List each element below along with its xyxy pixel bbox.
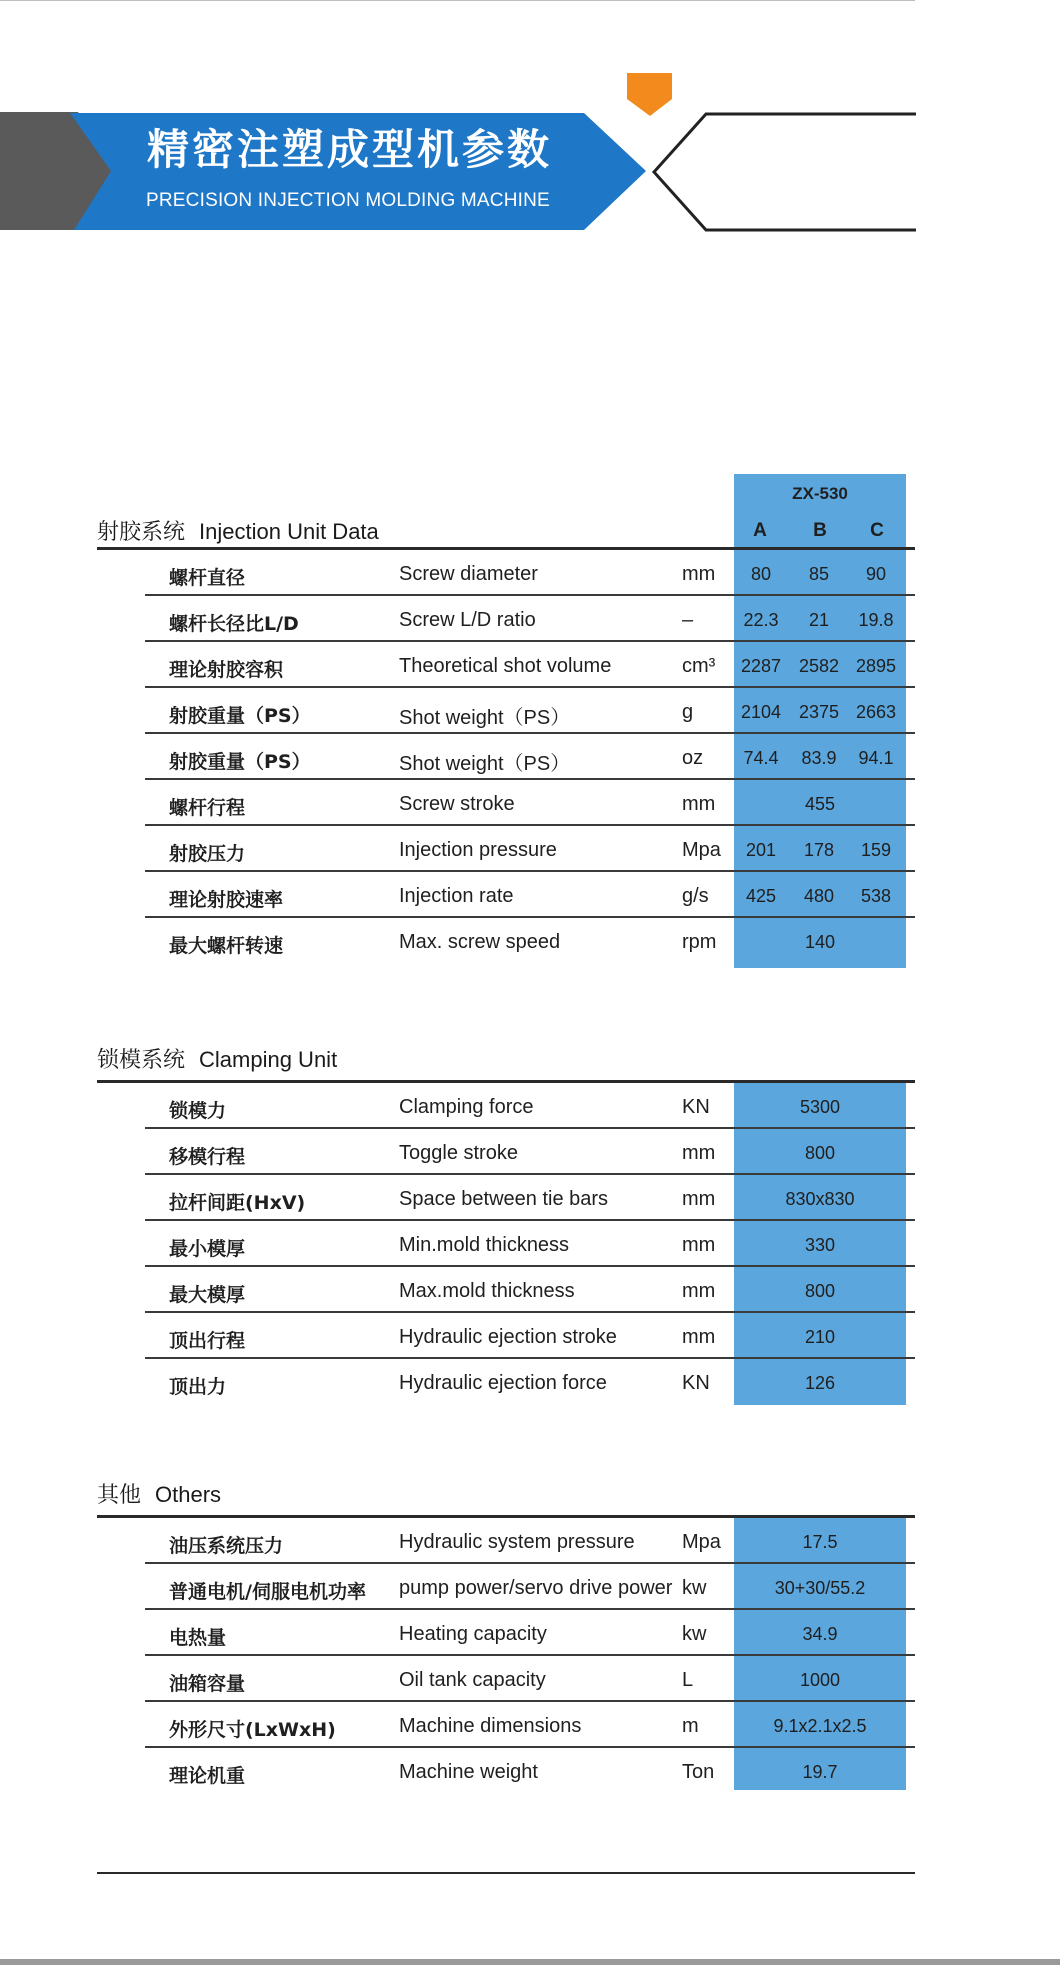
param-value-c: 159 bbox=[860, 840, 892, 860]
param-value-c: 94.1 bbox=[858, 748, 894, 768]
param-name-en: Max. screw speed bbox=[399, 931, 561, 953]
table-row bbox=[0, 1082, 1060, 1128]
param-name-zh: 移模行程 bbox=[169, 1146, 246, 1168]
param-unit: mm bbox=[682, 563, 716, 585]
param-name-en: Hydraulic ejection force bbox=[399, 1372, 607, 1394]
param-name-en: Shot weight（PS） bbox=[399, 707, 571, 729]
table-row bbox=[0, 871, 1060, 917]
table-row bbox=[0, 1358, 1060, 1404]
param-value-c: 538 bbox=[860, 886, 892, 906]
clamping-title-zh: 锁模系统 bbox=[97, 1048, 186, 1073]
table-row bbox=[0, 917, 1060, 963]
injection-title-zh: 射胶系统 bbox=[97, 520, 186, 545]
param-unit: KN bbox=[682, 1096, 710, 1118]
table-row bbox=[0, 595, 1060, 641]
table-row bbox=[0, 1609, 1060, 1655]
model-label: ZX-530 bbox=[792, 484, 848, 503]
param-value: 30+30/55.2 bbox=[774, 1578, 866, 1598]
param-value: 455 bbox=[804, 794, 836, 814]
param-unit: KN bbox=[682, 1372, 710, 1394]
param-name-zh: 最大螺杆转速 bbox=[169, 935, 284, 957]
param-value-b: 480 bbox=[803, 886, 835, 906]
param-name-zh: 外形尺寸(LxWxH) bbox=[169, 1719, 336, 1741]
param-value-a: 80 bbox=[750, 564, 772, 584]
param-unit: kw bbox=[682, 1623, 707, 1645]
param-value-a: 425 bbox=[745, 886, 777, 906]
param-name-en: Theoretical shot volume bbox=[399, 655, 612, 677]
param-name-zh: 最小模厚 bbox=[169, 1238, 246, 1260]
param-value: 126 bbox=[804, 1373, 836, 1393]
bottom-rule bbox=[97, 1872, 915, 1874]
param-name-en: Clamping force bbox=[399, 1096, 534, 1118]
injection-title-en: Injection Unit Data bbox=[199, 519, 379, 544]
table-row bbox=[0, 1174, 1060, 1220]
table-row bbox=[0, 1220, 1060, 1266]
param-name-zh: 顶出行程 bbox=[169, 1330, 246, 1352]
param-value-b: 2582 bbox=[798, 656, 840, 676]
param-value: 800 bbox=[804, 1143, 836, 1163]
param-unit: Mpa bbox=[682, 1531, 721, 1553]
param-name-en: pump power/servo drive power bbox=[399, 1577, 673, 1599]
orange-marker bbox=[627, 73, 672, 116]
param-value-b: 178 bbox=[803, 840, 835, 860]
table-row bbox=[0, 1128, 1060, 1174]
param-unit: kw bbox=[682, 1577, 707, 1599]
column-head-c: C bbox=[870, 520, 884, 541]
param-name-zh: 射胶重量（PS） bbox=[169, 751, 311, 773]
param-name-en: Screw L/D ratio bbox=[399, 609, 536, 631]
param-name-en: Machine weight bbox=[399, 1761, 538, 1783]
param-name-zh: 螺杆直径 bbox=[169, 567, 246, 589]
param-name-en: Min.mold thickness bbox=[399, 1234, 570, 1256]
param-value: 210 bbox=[804, 1327, 836, 1347]
param-name-zh: 油箱容量 bbox=[169, 1673, 246, 1695]
param-unit: mm bbox=[682, 1142, 716, 1164]
param-name-zh: 锁模力 bbox=[169, 1100, 227, 1122]
param-name-zh: 油压系统压力 bbox=[169, 1535, 284, 1557]
param-unit: Mpa bbox=[682, 839, 721, 861]
param-value: 5300 bbox=[799, 1097, 841, 1117]
table-row bbox=[0, 687, 1060, 733]
param-value-a: 201 bbox=[745, 840, 777, 860]
param-name-en: Injection rate bbox=[399, 885, 514, 907]
param-unit: mm bbox=[682, 1280, 716, 1302]
bottom-strip bbox=[0, 1959, 1060, 1965]
param-name-en: Max.mold thickness bbox=[399, 1280, 575, 1302]
param-name-zh: 理论射胶速率 bbox=[169, 889, 284, 911]
param-value-a: 2287 bbox=[740, 656, 782, 676]
param-name-en: Oil tank capacity bbox=[399, 1669, 546, 1691]
param-name-en: Hydraulic ejection stroke bbox=[399, 1326, 617, 1348]
param-value-a: 22.3 bbox=[743, 610, 779, 630]
table-row bbox=[0, 733, 1060, 779]
param-unit: m bbox=[682, 1715, 699, 1737]
table-row bbox=[0, 549, 1060, 595]
param-unit: mm bbox=[682, 793, 716, 815]
param-value: 330 bbox=[804, 1235, 836, 1255]
banner-title-zh: 精密注塑成型机参数 bbox=[147, 125, 553, 174]
param-value-c: 2895 bbox=[855, 656, 897, 676]
table-row bbox=[0, 1312, 1060, 1358]
param-name-zh: 最大模厚 bbox=[169, 1284, 246, 1306]
param-name-zh: 电热量 bbox=[169, 1627, 227, 1649]
param-name-zh: 普通电机/伺服电机功率 bbox=[169, 1581, 366, 1603]
table-row bbox=[0, 1563, 1060, 1609]
others-section-title bbox=[97, 1484, 221, 1507]
param-unit: oz bbox=[682, 747, 704, 769]
param-name-zh: 螺杆长径比L/D bbox=[169, 613, 299, 635]
table-row bbox=[0, 1747, 1060, 1793]
param-unit: – bbox=[682, 609, 694, 631]
column-head-b: B bbox=[813, 520, 827, 541]
param-value-b: 85 bbox=[808, 564, 830, 584]
param-unit: cm³ bbox=[682, 655, 716, 677]
banner-title-en: PRECISION INJECTION MOLDING MACHINE bbox=[146, 190, 550, 211]
param-value-a: 2104 bbox=[740, 702, 782, 722]
param-name-en: Shot weight（PS） bbox=[399, 753, 571, 775]
top-rule bbox=[0, 0, 915, 1]
param-value: 800 bbox=[804, 1281, 836, 1301]
outline-chevron bbox=[654, 114, 916, 230]
clamping-title-en: Clamping Unit bbox=[199, 1047, 338, 1072]
param-unit: mm bbox=[682, 1326, 716, 1348]
param-name-en: Injection pressure bbox=[399, 839, 557, 861]
param-name-en: Machine dimensions bbox=[399, 1715, 582, 1737]
param-name-en: Screw diameter bbox=[399, 563, 538, 585]
param-value: 830x830 bbox=[785, 1189, 855, 1209]
param-unit: Ton bbox=[682, 1761, 715, 1783]
param-unit: g bbox=[682, 701, 694, 723]
table-row bbox=[0, 1701, 1060, 1747]
table-row bbox=[0, 825, 1060, 871]
param-value-b: 2375 bbox=[798, 702, 840, 722]
others-title-en: Others bbox=[155, 1482, 222, 1507]
others-title-zh: 其他 bbox=[97, 1483, 142, 1508]
column-head-a: A bbox=[753, 520, 767, 541]
param-value: 19.7 bbox=[802, 1762, 838, 1782]
param-value: 1000 bbox=[799, 1670, 841, 1690]
param-name-zh: 射胶重量（PS） bbox=[169, 705, 311, 727]
param-name-zh: 射胶压力 bbox=[169, 843, 246, 865]
param-unit: rpm bbox=[682, 931, 717, 953]
param-name-zh: 螺杆行程 bbox=[169, 797, 246, 819]
param-value-c: 19.8 bbox=[858, 610, 894, 630]
param-value: 9.1x2.1x2.5 bbox=[773, 1716, 867, 1736]
clamping-section-title bbox=[97, 1049, 337, 1072]
table-row bbox=[0, 641, 1060, 687]
param-unit: mm bbox=[682, 1234, 716, 1256]
param-value-b: 21 bbox=[808, 610, 830, 630]
param-value-c: 2663 bbox=[855, 702, 897, 722]
table-row bbox=[0, 1655, 1060, 1701]
param-value: 34.9 bbox=[802, 1624, 838, 1644]
param-name-en: Space between tie bars bbox=[399, 1188, 609, 1210]
table-row bbox=[0, 1517, 1060, 1563]
param-unit: g/s bbox=[682, 885, 709, 907]
param-value: 140 bbox=[804, 932, 836, 952]
table-row bbox=[0, 779, 1060, 825]
param-value-a: 74.4 bbox=[743, 748, 779, 768]
param-name-zh: 理论机重 bbox=[169, 1765, 246, 1787]
table-row bbox=[0, 1266, 1060, 1312]
param-value-b: 83.9 bbox=[801, 748, 837, 768]
param-name-en: Screw stroke bbox=[399, 793, 515, 815]
param-name-zh: 顶出力 bbox=[169, 1376, 227, 1398]
param-name-zh: 理论射胶容积 bbox=[169, 659, 284, 681]
param-name-en: Heating capacity bbox=[399, 1623, 547, 1645]
param-name-zh: 拉杆间距(HxV) bbox=[169, 1192, 306, 1214]
param-value-c: 90 bbox=[865, 564, 887, 584]
param-name-en: Toggle stroke bbox=[399, 1142, 518, 1164]
injection-section-title bbox=[97, 521, 379, 544]
param-unit: mm bbox=[682, 1188, 716, 1210]
param-value: 17.5 bbox=[802, 1532, 838, 1552]
param-name-en: Hydraulic system pressure bbox=[399, 1531, 635, 1553]
param-unit: L bbox=[682, 1669, 694, 1691]
